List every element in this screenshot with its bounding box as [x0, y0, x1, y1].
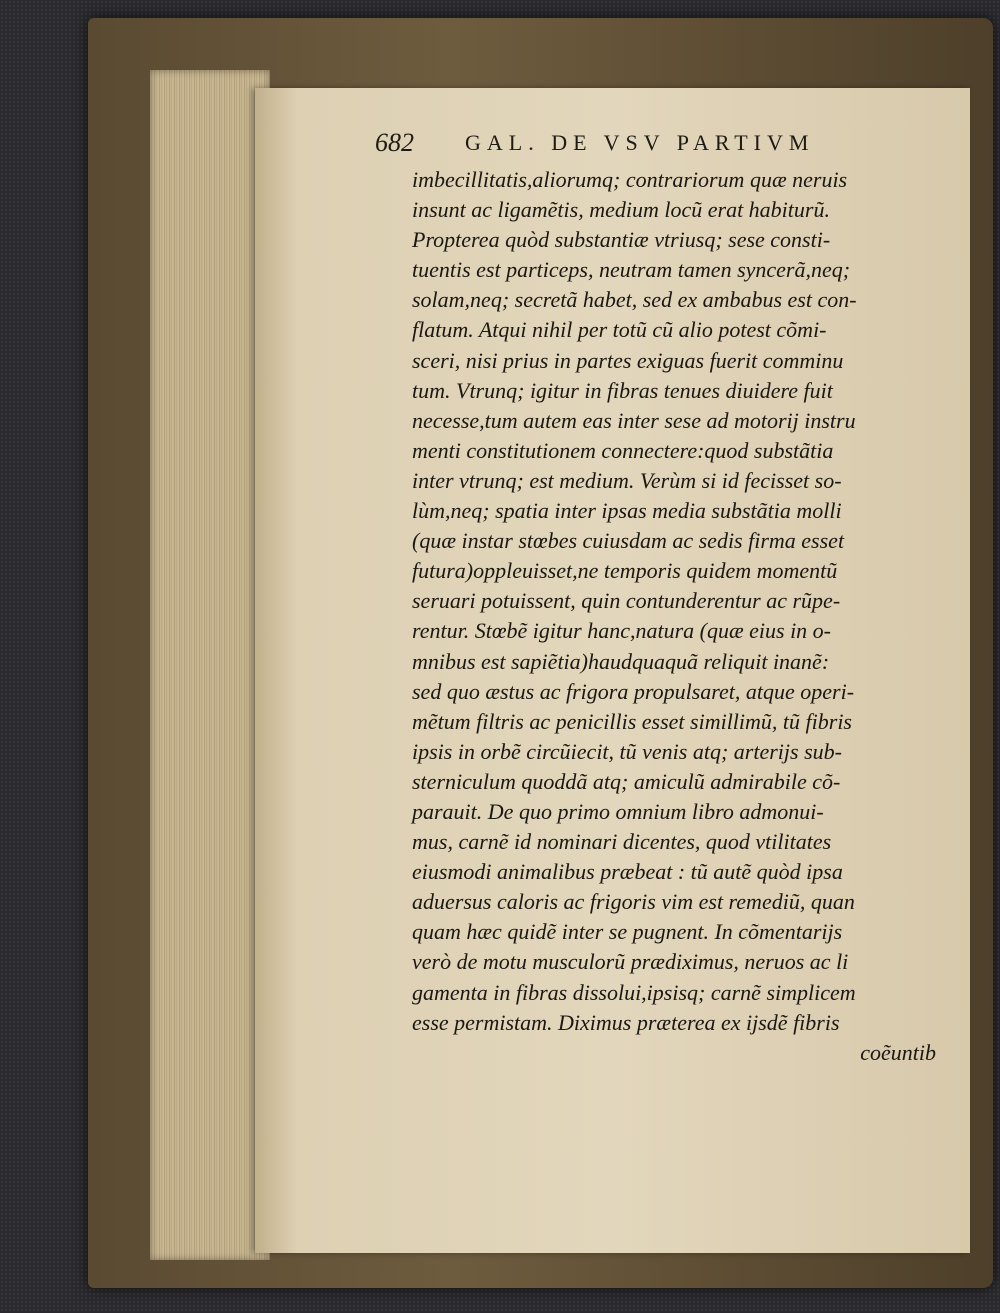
text-line: mnibus est sapiẽtia)haudquaquã reliquit inanẽ: [412, 648, 830, 674]
text-line: mẽtum filtris ac penicillis esset simillimũ, tũ fibris [412, 708, 852, 734]
text-line: (quæ instar stœbes cuiusdam ac sedis firma esset [412, 528, 845, 554]
text-line: imbecillitatis,aliorumq; contrariorum quæ neruis [412, 167, 848, 192]
page-edges [150, 70, 270, 1260]
catchword: coẽuntib [860, 1039, 936, 1065]
text-line: necesse,tum autem eas inter sese ad motorij instru [412, 407, 856, 433]
text-line: Propterea quòd substantiæ vtriusq; sese consti- [412, 227, 831, 253]
text-line: parauit. De quo primo omnium libro admonui- [412, 798, 824, 824]
text-line: tum. Vtrunq; igitur in fibras tenues diuidere fuit [412, 377, 833, 403]
text-line: tuentis est particeps, neutram tamen syncerã,neq; [412, 257, 851, 283]
text-line: seruari potuissent, quin contunderentur ac rũpe- [412, 588, 841, 614]
body-text [412, 165, 942, 1068]
text-line: inter vtrunq; est medium. Verùm si id fecisset so- [412, 467, 842, 493]
text-line: insunt ac ligamẽtis, medium locũ erat habiturũ. [412, 197, 830, 223]
text-line: esse permistam. Diximus præterea ex ijsdẽ fibris [412, 1009, 840, 1035]
text-line: rentur. Stœbẽ igitur hanc,natura (quæ eius in o- [412, 618, 832, 644]
text-line: solam,neq; secretã habet, sed ex ambabus est con- [412, 287, 857, 313]
text-line: aduersus caloris ac frigoris vim est remediũ, quan [412, 889, 855, 915]
text-line: mus, carnẽ id nominari dicentes, quod vtilitates [412, 829, 832, 855]
text-line: sterniculum quoddã atq; amiculũ admirabile cõ- [412, 768, 841, 794]
text-line: menti constitutionem connectere:quod substãtia [412, 437, 834, 463]
text-line: flatum. Atqui nihil per totũ cũ alio potest cõmi- [412, 317, 827, 343]
running-head [375, 128, 895, 162]
text-line: verò de motu musculorũ prædiximus, neruos ac li [412, 949, 849, 975]
text-line: quam hæc quidẽ inter se pugnent. In cõmentarijs [412, 919, 843, 945]
page-number: 682 [375, 128, 414, 157]
text-line: sceri, nisi prius in partes exiguas fuerit comminu [412, 347, 844, 373]
text-line: lùm,neq; spatia inter ipsas media substãtia molli [412, 498, 842, 524]
text-line: gamenta in fibras dissolui,ipsisq; carnẽ simplicem [412, 979, 856, 1005]
running-title: GAL. DE VSV PARTIVM [465, 130, 815, 155]
text-line: eiusmodi animalibus præbeat : tũ autẽ quòd ipsa [412, 859, 843, 885]
text-line: ipsis in orbẽ circũiecit, tũ venis atq; arterijs sub- [412, 738, 842, 764]
text-line: futura)oppleuisset,ne temporis quidem momentũ [412, 558, 838, 584]
text-line: sed quo æstus ac frigora propulsaret, atque operi- [412, 678, 855, 704]
